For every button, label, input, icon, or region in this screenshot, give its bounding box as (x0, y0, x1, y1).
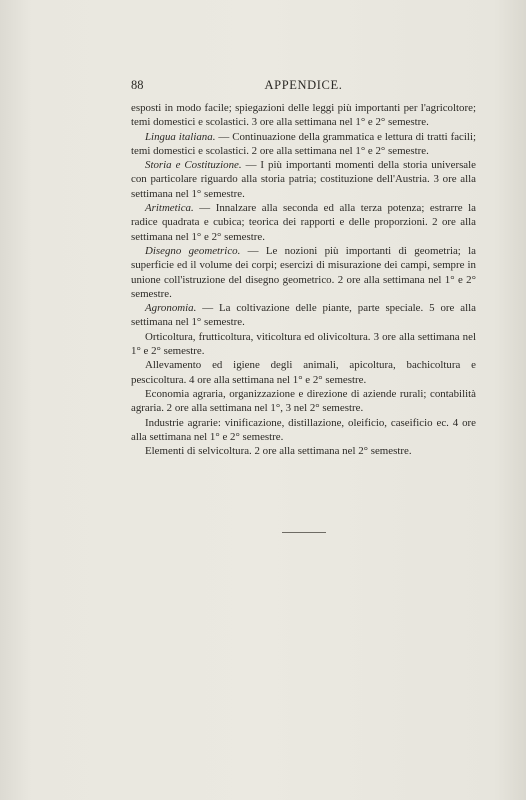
paragraph-text: Orticoltura, frutticoltura, viticoltura ed olivicoltura. 3 ore alla settimana nel 1° e 2° semestre. (131, 330, 476, 358)
paragraph-industrie-agrarie (131, 416, 476, 445)
paragraph-text: Industrie agrarie: vinificazione, distillazione, oleificio, caseificio ec. 4 ore alla settimana nel 1° e 2° semestre. (131, 416, 476, 443)
paragraph-text: Allevamento ed igiene degli animali, apicoltura, bachicoltura e pescicoltura. 4 ore alla settimana nel 1° e 2° semestre. (131, 359, 476, 386)
paragraph-text: Economia agraria, organizzazione e direzione di aziende rurali; contabilità agraria. 2 ore alla settimana nel 1°, 3 nel 2° semestre. (131, 387, 476, 415)
subject-label: Aritmetica. (145, 202, 194, 215)
paragraph-economia-agraria (131, 387, 476, 416)
paragraph-text: — Innalzare alla seconda ed alla terza potenza; estrarre la radice quadrata e cubica; teorica dei rapporti e delle proporzioni. 2 ore alla settimana nel 1° e 2° semestre. (131, 202, 476, 243)
paragraph-agronomia (131, 301, 476, 330)
paragraph-text: esposti in modo facile; spiegazioni delle leggi più importanti per l'agricoltore; temi domestici e scolastici. 3 ore alla settimana nel 1° e 2° semestre. (131, 102, 476, 129)
page-header (131, 77, 476, 93)
subject-label: Storia e Costituzione. (145, 159, 242, 172)
paragraph-text: — I più importanti momenti della storia universale con particolare riguardo alla storia patria; costituzione dell'Austria. 3 ore alla settimana nel 1° semestre. (131, 159, 476, 200)
paragraph-lingua-italiana (131, 130, 476, 159)
paragraph-allevamento (131, 358, 476, 387)
paragraph-orticoltura (131, 330, 476, 359)
subject-label: Lingua italiana. (145, 130, 216, 143)
running-head: APPENDICE. (264, 78, 343, 92)
paragraph-disegno-geometrico (131, 244, 476, 301)
paragraph-text: — Le nozioni più importanti di geometria; la superficie ed il volume dei corpi; esercizi di misurazione dei campi, sempre in unione coll'istruzione del disegno geometrico. 2 ore alla settimana nel 1° e 2° semestre. (131, 244, 476, 300)
paragraph-text: — Continuazione della grammatica e lettura di tratti facili; temi domestici e scolastici. 2 ore alla settimana nel 1° e 2° semestre. (131, 130, 476, 157)
subject-label: Agronomia. (145, 302, 197, 315)
paragraph-text: Elementi di selvicoltura. 2 ore alla settimana nel 2° semestre. (145, 445, 412, 458)
paragraph-aritmetica (131, 201, 476, 244)
paragraph-continuation (131, 101, 476, 130)
page-number: 88 (131, 78, 144, 92)
body-text (131, 101, 476, 458)
end-rule-divider (282, 532, 326, 533)
subject-label: Disegno geometrico. (145, 244, 241, 257)
paragraph-storia-costituzione (131, 158, 476, 201)
paragraph-selvicoltura (131, 444, 476, 458)
paragraph-text: — La coltivazione delle piante, parte speciale. 5 ore alla settimana nel 1° semestre. (131, 302, 476, 329)
